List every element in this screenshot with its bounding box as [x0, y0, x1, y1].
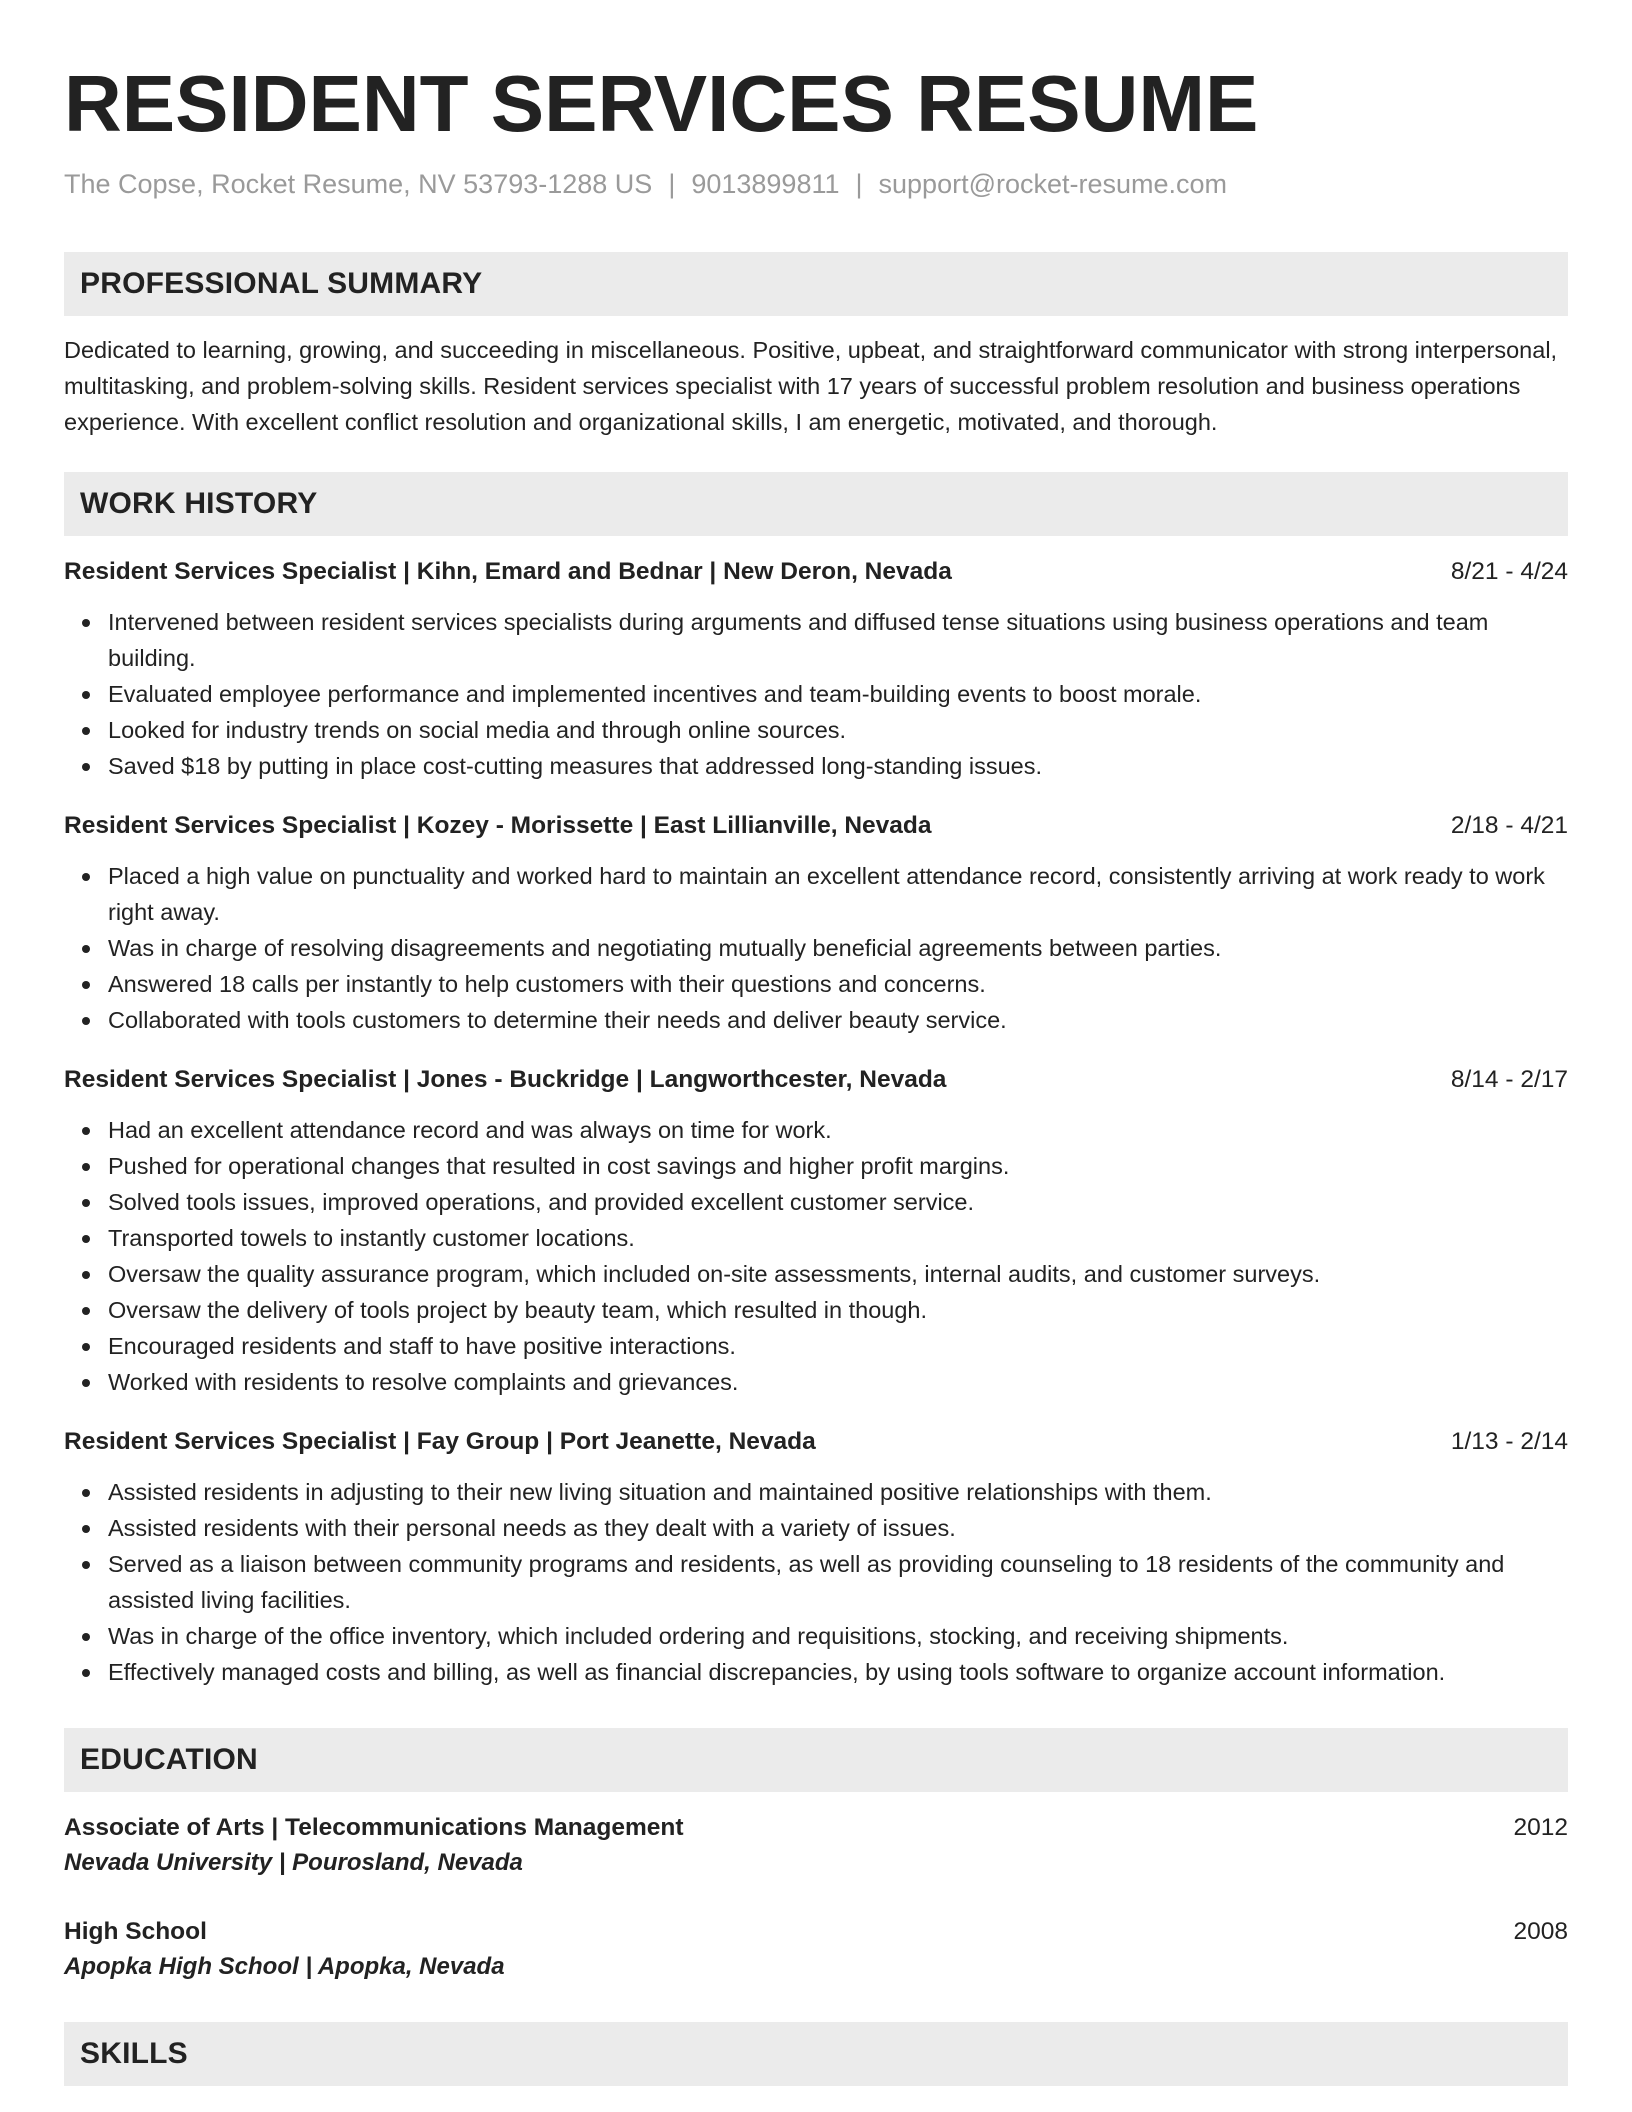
job-bullet: Effectively managed costs and billing, as well as financial discrepancies, by using tools software to organize account information.	[108, 1654, 1568, 1690]
job-bullets	[64, 858, 1568, 1038]
job-entry	[64, 810, 1568, 1038]
education-school: Nevada University | Pourosland, Nevada	[64, 1849, 523, 1876]
job-bullet: Intervened between resident services specialists during arguments and diffused tense situations using business operations and team building.	[108, 604, 1568, 676]
job-dates: 1/13 - 2/14	[1450, 1428, 1568, 1455]
job-bullet: Solved tools issues, improved operations, and provided excellent customer service.	[108, 1184, 1568, 1220]
resume-title: RESIDENT SERVICES RESUME	[64, 59, 1259, 148]
job-title: Resident Services Specialist | Fay Group | Port Jeanette, Nevada	[64, 1428, 816, 1455]
job-bullet: Had an excellent attendance record and was always on time for work.	[108, 1112, 1568, 1148]
education-degree: High School	[64, 1918, 207, 1945]
job-bullet: Was in charge of the office inventory, which included ordering and requisitions, stocking, and receiving shipments.	[108, 1618, 1568, 1654]
job-bullets	[64, 604, 1568, 784]
job-bullet: Was in charge of resolving disagreements and negotiating mutually beneficial agreements between parties.	[108, 930, 1568, 966]
job-bullets	[64, 1474, 1568, 1690]
education-year: 2012	[1513, 1814, 1568, 1841]
job-bullet: Encouraged residents and staff to have positive interactions.	[108, 1328, 1568, 1364]
job-header	[64, 810, 1568, 842]
job-dates: 2/18 - 4/21	[1450, 812, 1568, 839]
contact-address: The Copse, Rocket Resume, NV 53793-1288 US	[64, 169, 653, 199]
contact-separator: |	[668, 169, 676, 199]
job-header	[64, 1064, 1568, 1096]
education-school: Apopka High School | Apopka, Nevada	[64, 1953, 505, 1980]
job-header	[64, 1426, 1568, 1458]
education-heading: EDUCATION	[64, 1728, 1568, 1792]
work-history-heading: WORK HISTORY	[64, 472, 1568, 536]
job-bullet: Served as a liaison between community programs and residents, as well as providing counseling to 18 residents of the community and assisted living facilities.	[108, 1546, 1568, 1618]
education-entry	[64, 1916, 1568, 1986]
job-bullet: Oversaw the quality assurance program, which included on-site assessments, internal audits, and customer surveys.	[108, 1256, 1568, 1292]
job-header	[64, 556, 1568, 588]
job-bullet: Assisted residents in adjusting to their new living situation and maintained positive relationships with them.	[108, 1474, 1568, 1510]
job-title: Resident Services Specialist | Kihn, Emard and Bednar | New Deron, Nevada	[64, 558, 952, 585]
professional-summary-heading: PROFESSIONAL SUMMARY	[64, 252, 1568, 316]
job-bullet: Looked for industry trends on social media and through online sources.	[108, 712, 1568, 748]
education-year: 2008	[1513, 1918, 1568, 1945]
education-header	[64, 1812, 1568, 1844]
job-dates: 8/21 - 4/24	[1450, 558, 1568, 585]
job-bullet: Oversaw the delivery of tools project by beauty team, which resulted in though.	[108, 1292, 1568, 1328]
job-bullet: Evaluated employee performance and implemented incentives and team-building events to boost morale.	[108, 676, 1568, 712]
job-bullets	[64, 1112, 1568, 1400]
contact-phone: 9013899811	[691, 169, 840, 199]
education-entry	[64, 1812, 1568, 1882]
education-header	[64, 1916, 1568, 1948]
job-bullet: Pushed for operational changes that resulted in cost savings and higher profit margins.	[108, 1148, 1568, 1184]
job-bullet: Placed a high value on punctuality and worked hard to maintain an excellent attendance record, consistently arriving at work ready to work right away.	[108, 858, 1568, 930]
contact-line	[64, 166, 1568, 202]
job-bullet: Worked with residents to resolve complaints and grievances.	[108, 1364, 1568, 1400]
contact-separator: |	[855, 169, 863, 199]
skills-heading: SKILLS	[64, 2022, 1568, 2086]
professional-summary-text: Dedicated to learning, growing, and succeeding in miscellaneous. Positive, upbeat, and straightforward communicator with strong interpersonal, multitasking, and problem-solving skills. Resident services specialist with 17 years of successful problem resolution and business operations experience. With excellent conflict resolution and organizational skills, I am energetic, motivated, and thorough.	[64, 337, 1558, 435]
job-dates: 8/14 - 2/17	[1450, 1066, 1568, 1093]
job-entry	[64, 556, 1568, 784]
job-bullet: Answered 18 calls per instantly to help customers with their questions and concerns.	[108, 966, 1568, 1002]
job-bullet: Collaborated with tools customers to determine their needs and deliver beauty service.	[108, 1002, 1568, 1038]
contact-email: support@rocket-resume.com	[878, 169, 1228, 199]
job-bullet: Assisted residents with their personal needs as they dealt with a variety of issues.	[108, 1510, 1568, 1546]
job-bullet: Transported towels to instantly customer locations.	[108, 1220, 1568, 1256]
job-entry	[64, 1064, 1568, 1400]
job-title: Resident Services Specialist | Kozey - Morissette | East Lillianville, Nevada	[64, 812, 932, 839]
education-degree: Associate of Arts | Telecommunications Management	[64, 1814, 684, 1841]
job-entry	[64, 1426, 1568, 1690]
job-title: Resident Services Specialist | Jones - Buckridge | Langworthcester, Nevada	[64, 1066, 947, 1093]
job-bullet: Saved $18 by putting in place cost-cutting measures that addressed long-standing issues.	[108, 748, 1568, 784]
resume-page	[64, 56, 1568, 2086]
